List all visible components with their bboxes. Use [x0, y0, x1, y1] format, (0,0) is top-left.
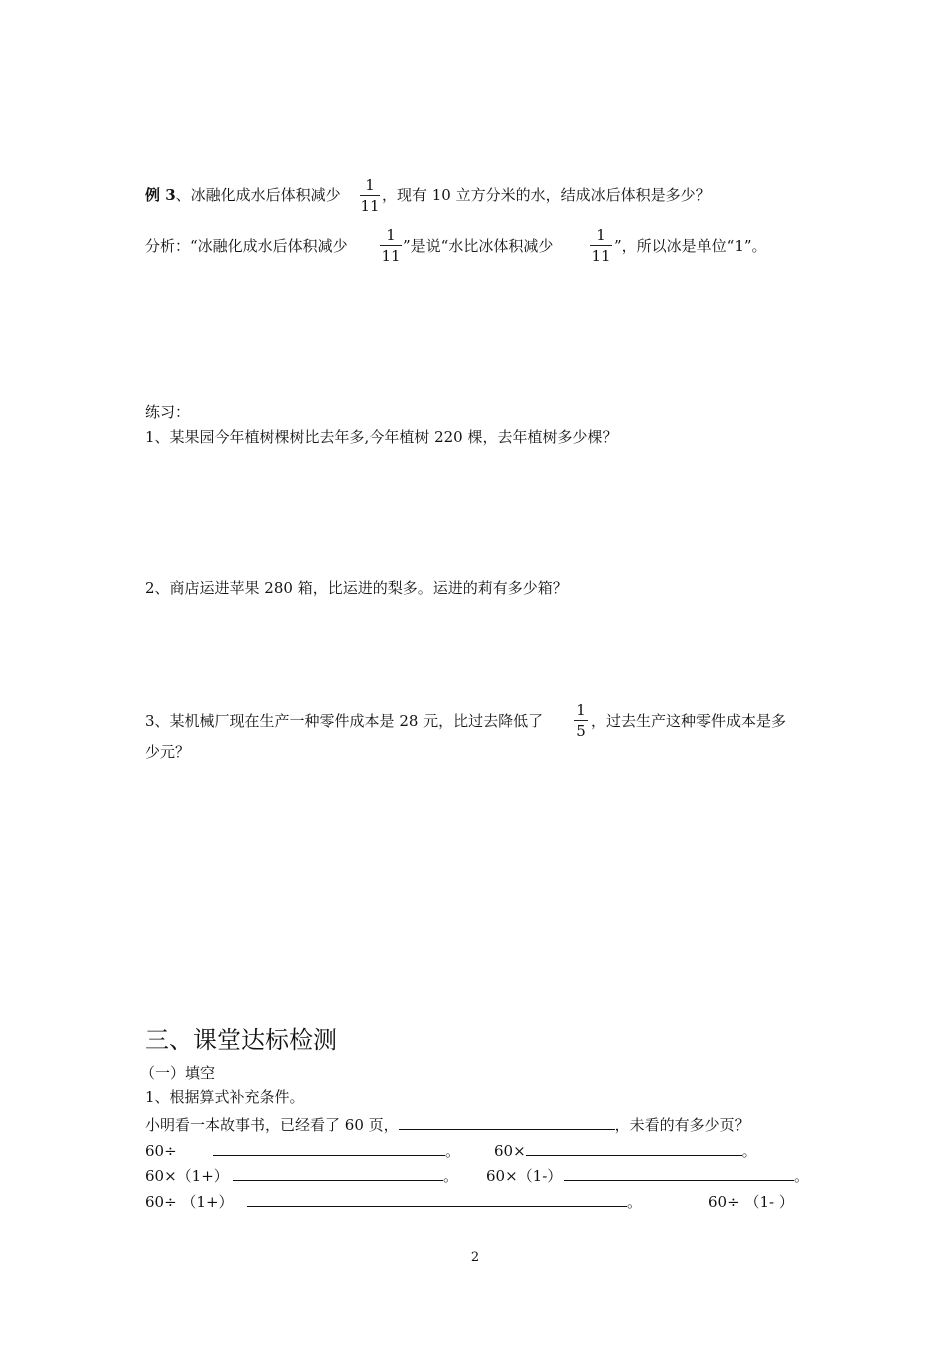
practice-title: 练习：	[145, 403, 191, 421]
formula-label: 60×（1-）	[486, 1167, 563, 1185]
formula-label: 60×（1+）	[145, 1167, 229, 1185]
fraction-denominator: 11	[381, 247, 401, 265]
fill-stem	[145, 1113, 750, 1135]
example-label: 例 3	[145, 186, 176, 204]
analysis-fraction-2	[590, 226, 612, 265]
fraction-denominator: 11	[591, 247, 611, 265]
fraction-denominator: 5	[576, 722, 586, 740]
formula-label: 60÷ （1- ）	[708, 1193, 794, 1211]
fill-stem-a: 小明看一本故事书，已经看了 60 页，	[145, 1116, 399, 1134]
fill-stem-b: ，未看的有多少页？	[614, 1116, 750, 1134]
section-heading: 三、课堂达标检测	[145, 1026, 337, 1054]
page-number: 2	[470, 1250, 480, 1265]
period: 。	[443, 1167, 459, 1185]
analysis-text-b: ”是说“水比冰体积减少	[403, 237, 554, 255]
fraction-numerator: 1	[365, 176, 375, 194]
fill-item-1: 1、根据算式补充条件。	[145, 1088, 305, 1106]
practice-question-3-a: 3、某机械厂现在生产一种零件成本是 28 元，比过去降低了	[145, 712, 544, 730]
answer-blank[interactable]	[399, 1113, 615, 1130]
answer-blank[interactable]	[526, 1139, 742, 1156]
example-text-b: ，现有 10 立方分米的水，结成冰后体积是多少？	[382, 186, 711, 204]
formula-row-2	[145, 1164, 809, 1186]
fraction-numerator: 1	[386, 226, 396, 244]
fraction-1-5	[574, 701, 588, 740]
fraction-bar	[574, 720, 588, 721]
fraction-bar	[590, 245, 612, 246]
formula-label: 60÷	[145, 1142, 177, 1160]
analysis-fraction-1	[380, 226, 402, 265]
example-3-line	[145, 185, 341, 205]
answer-blank[interactable]	[247, 1190, 627, 1207]
period: 。	[445, 1142, 461, 1160]
formula-row-3	[145, 1190, 794, 1212]
fraction-numerator: 1	[576, 701, 586, 719]
practice-question-3-b: ，过去生产这种零件成本是多	[591, 712, 787, 730]
section-subheading: （一）填空	[140, 1064, 216, 1082]
formula-label: 60×	[494, 1142, 526, 1160]
fraction-bar	[380, 245, 402, 246]
period: 。	[794, 1167, 810, 1185]
fraction-denominator: 11	[360, 197, 380, 215]
period: 。	[627, 1193, 643, 1211]
formula-row-1	[145, 1139, 757, 1161]
fraction-numerator: 1	[596, 226, 606, 244]
practice-question-1: 1、某果园今年植树棵树比去年多,今年植树 220 棵，去年植树多少棵？	[145, 428, 618, 446]
analysis-text-a: 分析：“冰融化成水后体积减少	[145, 237, 348, 255]
practice-question-2: 2、商店运进苹果 280 箱，比运进的梨多。运进的莉有多少箱？	[145, 579, 568, 597]
formula-label: 60÷ （1+）	[145, 1193, 234, 1211]
fraction-bar	[360, 195, 380, 196]
period: 。	[741, 1142, 757, 1160]
analysis-text-c: ”，所以冰是单位“1”。	[614, 237, 767, 255]
example-text-a: 、冰融化成水后体积减少	[175, 186, 341, 204]
fraction-1-11	[360, 176, 380, 215]
answer-blank[interactable]	[564, 1164, 794, 1181]
answer-blank[interactable]	[213, 1139, 445, 1156]
practice-question-3-c: 少元？	[145, 743, 191, 761]
answer-blank[interactable]	[233, 1164, 443, 1181]
